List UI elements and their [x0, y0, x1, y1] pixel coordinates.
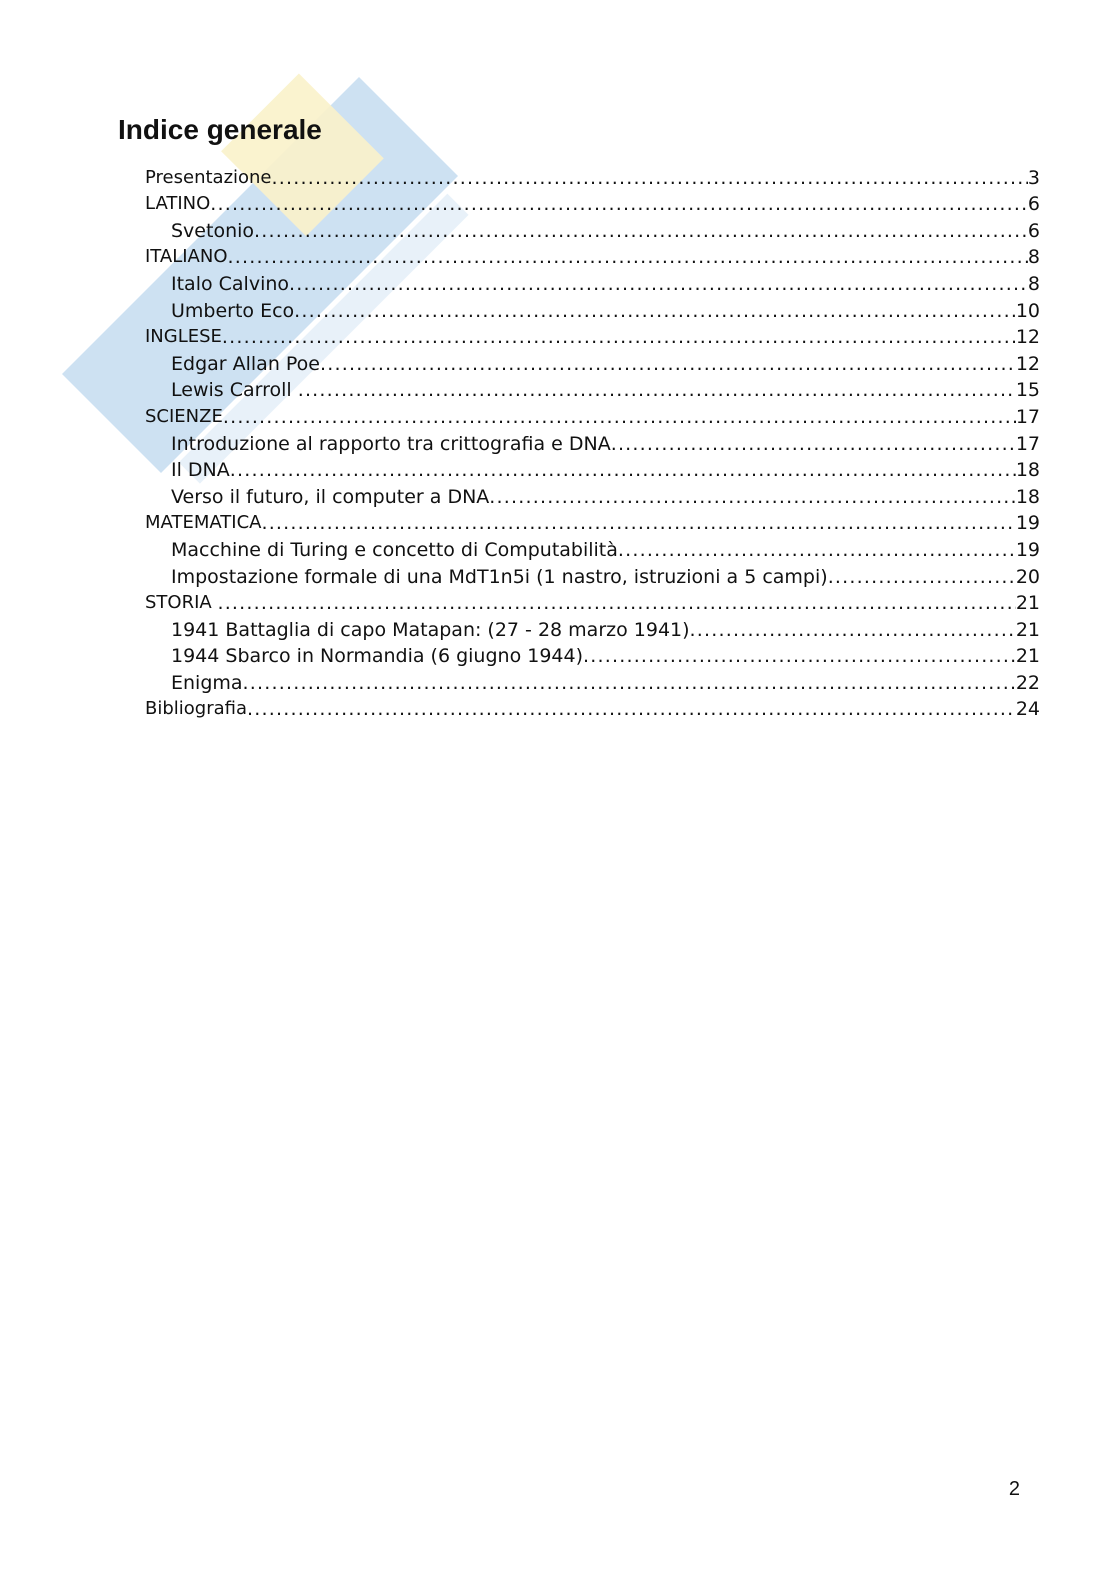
toc-entry-label: Introduzione al rapporto tra crittografia e DNA: [171, 432, 611, 455]
toc-dot-leader: [261, 512, 1015, 534]
toc-entry-page: 17: [1015, 405, 1040, 428]
toc-entry-page: 18: [1015, 485, 1040, 508]
toc-entry-page: 21: [1015, 645, 1040, 668]
toc-entry-page: 6: [1027, 193, 1040, 216]
toc-entry-page: 21: [1015, 618, 1040, 641]
toc-entry-label: 1941 Battaglia di capo Matapan: (27 - 28 marzo 1941): [171, 618, 690, 641]
toc-entry[interactable]: [145, 455, 1040, 482]
toc-entry-page: 22: [1015, 671, 1040, 694]
toc-entry-page: 24: [1015, 698, 1040, 721]
toc-entry-label: MATEMATICA: [145, 512, 262, 534]
toc-entry[interactable]: [145, 401, 1040, 428]
toc-entry[interactable]: [145, 162, 1040, 189]
toc-entry[interactable]: [145, 588, 1040, 615]
toc-entry[interactable]: [145, 481, 1040, 508]
toc-entry-page: 10: [1015, 299, 1040, 322]
toc-dot-leader: [272, 167, 1028, 189]
toc-entry[interactable]: [145, 295, 1040, 322]
toc-entry-label: LATINO: [145, 193, 211, 215]
toc-entry-page: 21: [1015, 592, 1040, 615]
toc-title: Indice generale: [118, 114, 322, 145]
toc-dot-leader: [828, 566, 1016, 588]
toc-dot-leader: [690, 619, 1016, 641]
toc-dot-leader: [298, 379, 1016, 401]
toc-dot-leader: [289, 273, 1028, 295]
toc-entry-label: 1944 Sbarco in Normandia (6 giugno 1944): [171, 645, 584, 668]
toc-dot-leader: [222, 326, 1016, 348]
toc-entry[interactable]: [145, 375, 1040, 402]
toc-entry-page: 19: [1015, 538, 1040, 561]
toc-entry[interactable]: [145, 322, 1040, 349]
toc-entry-page: 12: [1015, 352, 1040, 375]
toc-entry[interactable]: [145, 508, 1040, 535]
toc-entry-page: 6: [1027, 219, 1040, 242]
toc-entry-page: 15: [1015, 379, 1040, 402]
toc-dot-leader: [210, 193, 1028, 215]
toc-entry-label: Il DNA: [171, 459, 230, 482]
toc-dot-leader: [489, 486, 1016, 508]
toc-entry[interactable]: [145, 694, 1040, 721]
toc-dot-leader: [618, 539, 1016, 561]
toc-entry[interactable]: [145, 534, 1040, 561]
toc-entry-label: Impostazione formale di una MdT1n5i (1 nastro, istruzioni a 5 campi): [171, 565, 828, 588]
toc-entry-page: 17: [1015, 432, 1040, 455]
toc-entry[interactable]: [145, 348, 1040, 375]
toc-entry-label: Edgar Allan Poe: [171, 352, 320, 375]
toc-entry-page: 18: [1015, 459, 1040, 482]
toc-entry-label: Lewis Carroll: [171, 379, 298, 402]
toc-entry-label: Italo Calvino: [171, 272, 290, 295]
toc-entry[interactable]: [145, 561, 1040, 588]
toc-entry-label: SCIENZE: [145, 405, 223, 427]
toc-dot-leader: [320, 353, 1016, 375]
page-number: 2: [1008, 1478, 1020, 1500]
toc-entry[interactable]: [145, 614, 1040, 641]
toc-entry-page: 3: [1027, 166, 1040, 189]
toc-entry-label: Bibliografia: [145, 698, 248, 720]
toc-entry-label: Svetonio: [171, 219, 255, 242]
toc-entry[interactable]: [145, 242, 1040, 269]
toc-entry[interactable]: [145, 641, 1040, 668]
toc-entry-page: 8: [1027, 246, 1040, 269]
toc-entry-label: ITALIANO: [145, 246, 228, 268]
toc-dot-leader: [228, 246, 1028, 268]
toc-entry-label: Presentazione: [145, 166, 272, 188]
table-of-contents: [145, 162, 1040, 720]
toc-entry-page: 19: [1015, 512, 1040, 535]
toc-dot-leader: [230, 459, 1016, 481]
toc-dot-leader: [611, 433, 1016, 455]
toc-entry-page: 12: [1015, 326, 1040, 349]
toc-entry-label: Verso il futuro, il computer a DNA: [171, 485, 490, 508]
toc-dot-leader: [254, 220, 1028, 242]
toc-dot-leader: [583, 645, 1016, 667]
toc-dot-leader: [247, 698, 1016, 720]
toc-entry[interactable]: [145, 268, 1040, 295]
toc-entry[interactable]: [145, 667, 1040, 694]
toc-entry-label: Enigma: [171, 671, 243, 694]
toc-dot-leader: [223, 406, 1016, 428]
toc-entry-page: 8: [1027, 272, 1040, 295]
toc-entry-label: INGLESE: [145, 326, 222, 348]
toc-entry-label: STORIA: [145, 592, 218, 614]
toc-dot-leader: [294, 300, 1016, 322]
toc-entry[interactable]: [145, 215, 1040, 242]
toc-entry-page: 20: [1015, 565, 1040, 588]
toc-entry[interactable]: [145, 189, 1040, 216]
toc-dot-leader: [243, 672, 1016, 694]
toc-entry-label: Umberto Eco: [171, 299, 295, 322]
toc-entry-label: Macchine di Turing e concetto di Computabilità: [171, 538, 618, 561]
toc-dot-leader: [217, 592, 1015, 614]
toc-entry[interactable]: [145, 428, 1040, 455]
